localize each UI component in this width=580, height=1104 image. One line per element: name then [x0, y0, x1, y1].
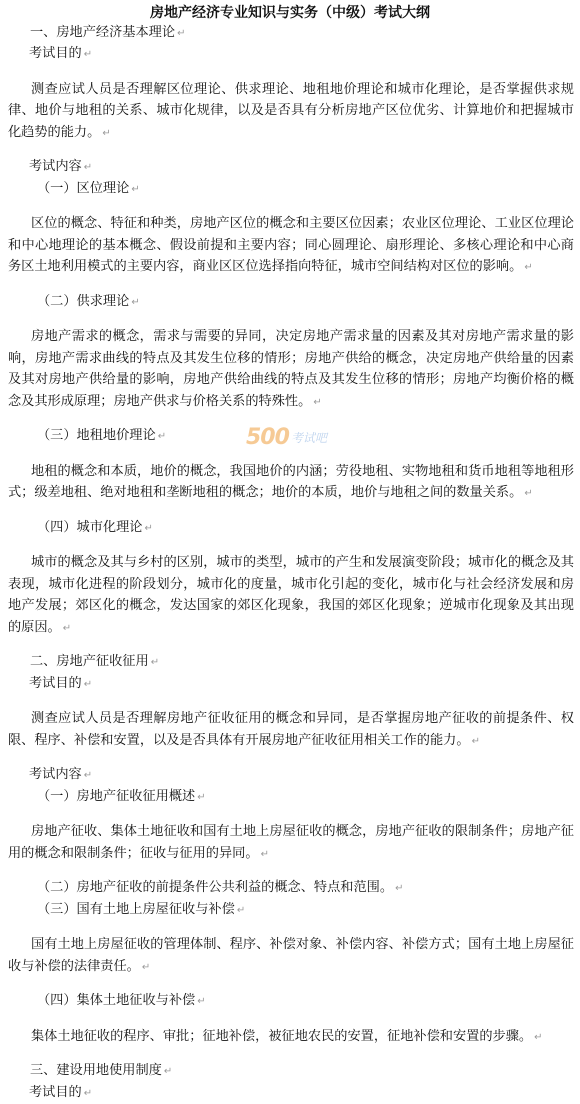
subsection-label: 考试目的 ↵ [29, 1084, 93, 1100]
paragraph: 房地产需求的概念，需求与需要的异同，决定房地产需求量的因素及其对房地产需求量的影响，房地产需求曲线的特点及其发生位移的情形；房地产供给的概念，决定房地产供给量的因素及其对房地产供给量的影响，房地产供给曲线的特点及其发生位移的情形；房地产均衡价格的概念及其形成原理；房地产供求与价格关系的特殊性。 ↵ [8, 329, 574, 409]
item-heading: （三）地租地价理论 ↵ [37, 428, 167, 444]
subsection-label: 考试内容 ↵ [29, 767, 93, 783]
paragraph: 测查应试人员是否理解房地产征收征用的概念和异同，是否掌握房地产征收的前提条件、权限、程序、补偿和安置，以及是否具体有开展房地产征收征用相关工作的能力。 ↵ [8, 711, 574, 748]
subsection-label: 考试目的 ↵ [29, 675, 93, 691]
paragraph: 测查应试人员是否理解区位理论、供求理论、地租地价理论和城市化理论，是否掌握供求规律、地价与地租的关系、城市化规律，以及是否具有分析房地产区位优劣、计算地价和把握城市化趋势的能力。 ↵ [8, 82, 574, 140]
subsection-label: 考试内容 ↵ [29, 159, 93, 175]
item-heading: （四）集体土地征收与补偿 ↵ [37, 993, 206, 1009]
paragraph: 区位的概念、特征和种类，房地产区位的概念和主要区位因素；农业区位理论、工业区位理论和中心地理论的基本概念、假设前提和主要内容；同心圆理论、扇形理论、多核心理论和中心商务区土地利用模式的主要内容，商业区区位选择指向特征，城市空间结构对区位的影响。 ↵ [8, 216, 574, 275]
subsection-label: 考试目的 ↵ [29, 46, 93, 62]
paragraph: 房地产征收、集体土地征收和国有土地上房屋征收的概念，房地产征收的限制条件；房地产征用的概念和限制条件；征收与征用的异同。 ↵ [8, 824, 574, 861]
section-heading: 一、房地产经济基本理论 ↵ [30, 25, 186, 40]
item-heading: （二）房地产征收的前提条件公共利益的概念、特点和范围。 ↵ [37, 880, 404, 896]
paragraph: 集体土地征收的程序、审批；征地补偿，被征地农民的安置，征地补偿和安置的步骤。 ↵ [31, 1028, 543, 1044]
item-heading: （四）城市化理论 ↵ [37, 519, 153, 535]
section-heading: 三、建设用地使用制度 ↵ [30, 1063, 173, 1079]
section-heading: 二、房地产征收征用 ↵ [30, 654, 160, 670]
paragraph: 国有土地上房屋征收的管理体制、程序、补偿对象、补偿内容、补偿方式；国有土地上房屋征收与补偿的法律责任。 ↵ [8, 937, 574, 974]
paragraph: 城市的概念及其与乡村的区别，城市的类型，城市的产生和发展演变阶段；城市化的概念及其表现，城市化进程的阶段划分，城市化的度量，城市化引起的变化，城市化与社会经济发展和房地产发展；郊区化的概念，发达国家的郊区化现象，我国的郊区化现象；逆城市化现象及其出现的原因。 ↵ [8, 555, 574, 635]
item-heading: （三）国有土地上房屋征收与补偿 ↵ [37, 901, 246, 917]
item-heading: （二）供求理论 ↵ [37, 293, 140, 309]
item-heading: （一）区位理论 ↵ [37, 180, 140, 196]
watermark-logo: 500 考试吧 [246, 425, 327, 450]
item-heading: （一）房地产征收征用概述 ↵ [37, 788, 206, 804]
paragraph: 地租的概念和本质，地价的概念，我国地价的内涵；劳役地租、实物地租和货币地租等地租形式；级差地租、绝对地租和垄断地租的概念；地价的本质，地价与地租之间的数量关系。 ↵ [8, 463, 574, 501]
document-title: 房地产经济专业知识与实务（中级）考试大纲 [150, 5, 430, 21]
